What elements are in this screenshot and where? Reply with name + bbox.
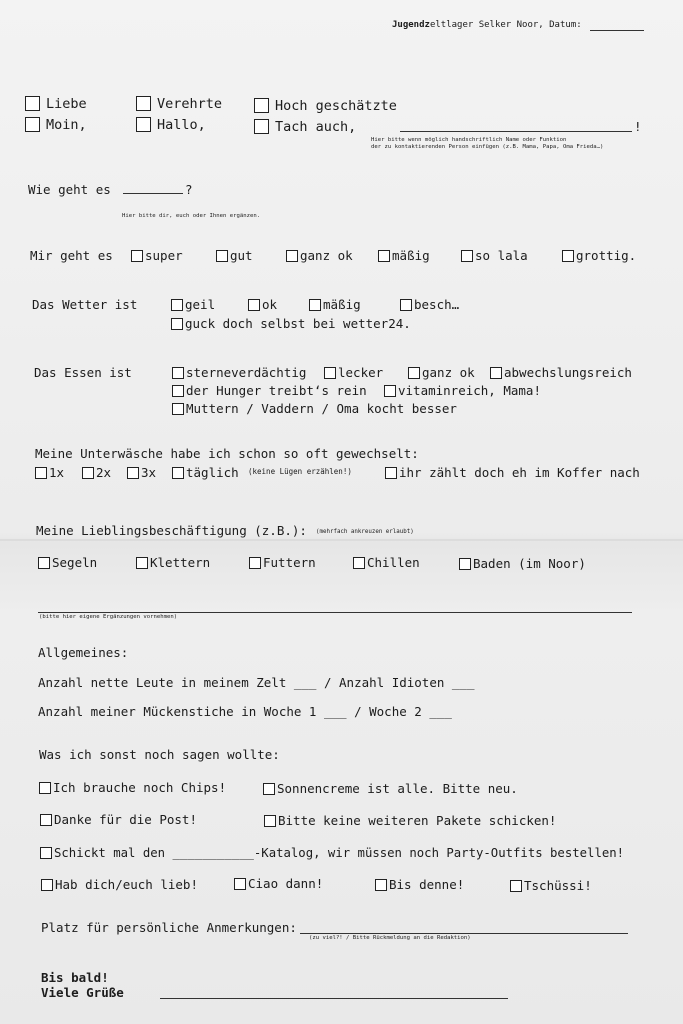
checkbox[interactable]: [408, 367, 420, 379]
checkbox[interactable]: [353, 557, 365, 569]
paper-fold: [0, 539, 683, 541]
date-line[interactable]: [590, 30, 644, 31]
closing-bis-bald: Bis bald!: [41, 970, 109, 985]
checkbox[interactable]: [127, 467, 139, 479]
checkbox[interactable]: [461, 250, 473, 262]
notes-label: Platz für persönliche Anmerkungen:: [41, 920, 297, 935]
checkbox[interactable]: [562, 250, 574, 262]
checkbox[interactable]: [248, 299, 260, 311]
option-maessig-wetter[interactable]: mäßig: [309, 297, 361, 312]
option-koffer[interactable]: ihr zählt doch eh im Koffer nach: [385, 465, 640, 480]
option-super[interactable]: super: [131, 248, 183, 263]
checkbox[interactable]: [131, 250, 143, 262]
option-geil[interactable]: geil: [171, 297, 215, 312]
option-sterne[interactable]: sterneverdächtig: [172, 365, 306, 380]
checkbox[interactable]: [384, 385, 396, 397]
option-2x[interactable]: 2x: [82, 465, 111, 480]
general-mosquito: Anzahl meiner Mückenstiche in Woche 1 ___ / Woche 2 ___: [38, 704, 452, 719]
option-tschuessi[interactable]: Tschüssi!: [510, 878, 592, 893]
salutation-verehrte[interactable]: Verehrte: [136, 96, 222, 112]
closing-gruesse: Viele Grüße: [41, 985, 124, 1000]
option-ganz-ok[interactable]: ganz ok: [286, 248, 353, 263]
checkbox[interactable]: [254, 98, 269, 113]
salutation-note: Hier bitte wenn möglich handschriftlich Name oder Funktion der zu kontaktierenden Person einfügen (z.B. Mama, Papa, Oma Frieda…): [371, 137, 604, 150]
option-baden[interactable]: Baden (im Noor): [459, 556, 586, 571]
checkbox[interactable]: [324, 367, 336, 379]
checkbox[interactable]: [234, 878, 246, 890]
checkbox[interactable]: [172, 385, 184, 397]
checkbox[interactable]: [375, 879, 387, 891]
option-katalog[interactable]: Schickt mal den ___________-Katalog, wir müssen noch Party-Outfits bestellen!: [40, 846, 624, 860]
option-3x[interactable]: 3x: [127, 465, 156, 480]
checkbox[interactable]: [378, 250, 390, 262]
checkbox[interactable]: [136, 557, 148, 569]
salutation-moin[interactable]: Moin,: [25, 117, 87, 133]
greeting-text: Wie geht es: [28, 182, 111, 197]
greeting-note: Hier bitte dir, euch oder Ihnen ergänzen.: [122, 213, 261, 219]
checkbox[interactable]: [286, 250, 298, 262]
option-muttern[interactable]: Muttern / Vaddern / Oma kocht besser: [172, 401, 457, 416]
option-vitaminreich[interactable]: vitaminreich, Mama!: [384, 383, 541, 398]
checkbox[interactable]: [249, 557, 261, 569]
checkbox[interactable]: [459, 558, 471, 570]
option-segeln[interactable]: Segeln: [38, 555, 97, 570]
option-sonnencreme[interactable]: Sonnencreme ist alle. Bitte neu.: [263, 781, 518, 796]
option-ganz-ok-essen[interactable]: ganz ok: [408, 365, 475, 380]
checkbox[interactable]: [172, 403, 184, 415]
option-ciao[interactable]: Ciao dann!: [234, 876, 323, 891]
checkbox[interactable]: [171, 299, 183, 311]
underwear-question: Meine Unterwäsche habe ich schon so oft gewechselt:: [35, 446, 419, 461]
option-maessig[interactable]: mäßig: [378, 248, 430, 263]
hobbies-note: (mehrfach ankreuzen erlaubt): [316, 529, 414, 535]
checkbox[interactable]: [264, 815, 276, 827]
checkbox[interactable]: [254, 119, 269, 134]
greeting-suffix: ?: [185, 182, 193, 197]
option-hunger[interactable]: der Hunger treibt‘s rein: [172, 383, 367, 398]
checkbox[interactable]: [40, 814, 52, 826]
underwear-note: (keine Lügen erzählen!): [248, 467, 352, 476]
option-keine-pakete[interactable]: Bitte keine weiteren Pakete schicken!: [264, 813, 556, 828]
option-gut[interactable]: gut: [216, 248, 253, 263]
exclamation: !: [634, 119, 642, 134]
feeling-label: Mir geht es: [30, 248, 113, 263]
option-chillen[interactable]: Chillen: [353, 555, 420, 570]
hobbies-line[interactable]: [38, 612, 632, 613]
checkbox[interactable]: [25, 96, 40, 111]
checkbox[interactable]: [309, 299, 321, 311]
option-taeglich[interactable]: täglich: [172, 465, 239, 480]
checkbox[interactable]: [41, 879, 53, 891]
checkbox[interactable]: [216, 250, 228, 262]
option-grottig[interactable]: grottig.: [562, 248, 636, 263]
salutation-hoch[interactable]: Hoch geschätzte: [254, 98, 397, 114]
checkbox[interactable]: [40, 847, 52, 859]
option-besch[interactable]: besch…: [400, 297, 459, 312]
option-chips[interactable]: Ich brauche noch Chips!: [39, 780, 226, 795]
signature-line[interactable]: [160, 998, 508, 999]
general-title: Allgemeines:: [38, 645, 129, 660]
checkbox[interactable]: [35, 467, 47, 479]
checkbox[interactable]: [490, 367, 502, 379]
option-klettern[interactable]: Klettern: [136, 555, 210, 570]
salutation-tach[interactable]: Tach auch,: [254, 119, 356, 135]
hobbies-line-note: (bitte hier eigene Ergänzungen vornehmen): [39, 614, 178, 620]
checkbox[interactable]: [171, 318, 183, 330]
weather-label: Das Wetter ist: [32, 297, 138, 312]
salutation-liebe[interactable]: Liebe: [25, 96, 87, 112]
checkbox[interactable]: [385, 467, 397, 479]
option-so-lala[interactable]: so lala: [461, 248, 528, 263]
misc-title: Was ich sonst noch sagen wollte:: [39, 747, 280, 762]
header-title: Jugendzeltlager Selker Noor, Datum:: [392, 20, 582, 30]
recipient-line[interactable]: [400, 131, 632, 132]
notes-line[interactable]: [300, 933, 628, 934]
checkbox[interactable]: [172, 467, 184, 479]
checkbox[interactable]: [136, 117, 151, 132]
checkbox[interactable]: [400, 299, 412, 311]
checkbox[interactable]: [39, 782, 51, 794]
checkbox[interactable]: [82, 467, 94, 479]
notes-sub: (zu viel?! / Bitte Rückmeldung an die Redaktion): [309, 935, 471, 941]
greeting-line[interactable]: [123, 193, 183, 194]
option-futtern[interactable]: Futtern: [249, 555, 316, 570]
checkbox[interactable]: [510, 880, 522, 892]
checkbox[interactable]: [25, 117, 40, 132]
hobbies-label: Meine Lieblingsbeschäftigung (z.B.):: [36, 523, 307, 538]
option-wetter24[interactable]: guck doch selbst bei wetter24.: [171, 316, 411, 331]
checkbox[interactable]: [172, 367, 184, 379]
checkbox[interactable]: [263, 783, 275, 795]
option-ok[interactable]: ok: [248, 297, 277, 312]
salutation-hallo[interactable]: Hallo,: [136, 117, 206, 133]
option-lieb[interactable]: Hab dich/euch lieb!: [41, 877, 198, 892]
option-abwechslung[interactable]: abwechslungsreich: [490, 365, 632, 380]
general-people: Anzahl nette Leute in meinem Zelt ___ / Anzahl Idioten ___: [38, 675, 475, 690]
option-danke[interactable]: Danke für die Post!: [40, 812, 197, 827]
option-bis-denne[interactable]: Bis denne!: [375, 877, 464, 892]
checkbox[interactable]: [136, 96, 151, 111]
checkbox[interactable]: [38, 557, 50, 569]
option-1x[interactable]: 1x: [35, 465, 64, 480]
option-lecker[interactable]: lecker: [324, 365, 383, 380]
food-label: Das Essen ist: [34, 365, 132, 380]
